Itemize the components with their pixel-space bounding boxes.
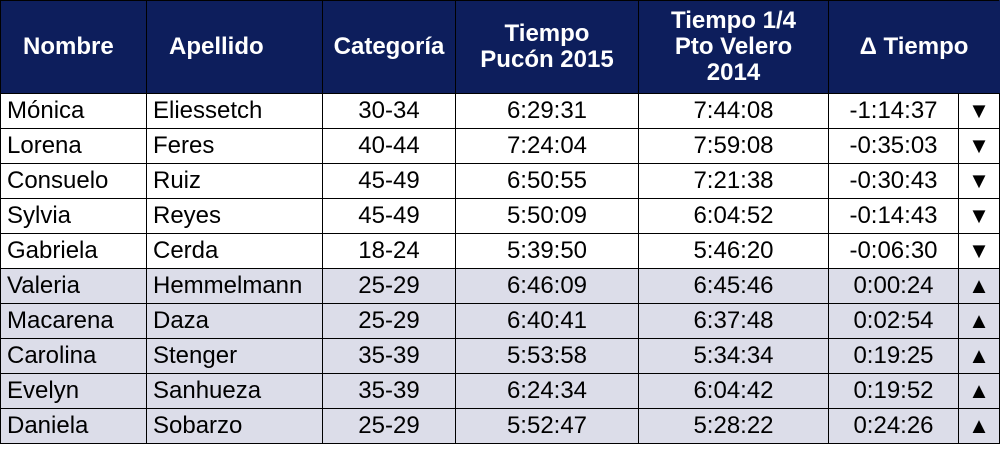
table-row (1, 234, 1000, 269)
cell-tiempo-velero: 5:34:34 (639, 339, 829, 374)
cell-categoria: 35-39 (323, 374, 456, 409)
triangle-up-icon: ▲ (959, 269, 1000, 304)
cell-categoria: 45-49 (323, 164, 456, 199)
cell-delta-tiempo: 0:19:52 (829, 374, 959, 409)
cell-tiempo-pucon: 6:46:09 (456, 269, 639, 304)
header-tiempo-pucon-line1: Tiempo (504, 20, 590, 47)
cell-nombre: Evelyn (1, 374, 147, 409)
cell-categoria: 30-34 (323, 94, 456, 129)
cell-categoria: 45-49 (323, 199, 456, 234)
cell-delta-tiempo: -0:06:30 (829, 234, 959, 269)
cell-tiempo-velero: 7:21:38 (639, 164, 829, 199)
table-row (1, 164, 1000, 199)
cell-delta-tiempo: -0:35:03 (829, 129, 959, 164)
cell-apellido: Cerda (147, 234, 323, 269)
table-row (1, 409, 1000, 444)
header-tiempo-velero-line1: Tiempo 1/4 (671, 7, 796, 34)
cell-nombre: Valeria (1, 269, 147, 304)
cell-tiempo-pucon: 5:39:50 (456, 234, 639, 269)
triangle-up-icon: ▲ (959, 374, 1000, 409)
header-tiempo-velero-line2: Pto Velero (674, 33, 793, 60)
cell-nombre: Macarena (1, 304, 147, 339)
cell-tiempo-velero: 6:04:52 (639, 199, 829, 234)
cell-nombre: Lorena (1, 129, 147, 164)
cell-tiempo-pucon: 5:52:47 (456, 409, 639, 444)
table-row (1, 304, 1000, 339)
cell-delta-tiempo: 0:19:25 (829, 339, 959, 374)
cell-tiempo-pucon: 6:40:41 (456, 304, 639, 339)
cell-delta-tiempo: -0:14:43 (829, 199, 959, 234)
triangle-down-icon: ▼ (959, 199, 1000, 234)
cell-tiempo-velero: 7:59:08 (639, 129, 829, 164)
triangle-down-icon: ▼ (959, 94, 1000, 129)
header-tiempo-velero (639, 1, 829, 94)
table-row (1, 269, 1000, 304)
cell-categoria: 35-39 (323, 339, 456, 374)
cell-nombre: Mónica (1, 94, 147, 129)
table-header (1, 1, 1000, 94)
cell-delta-tiempo: -1:14:37 (829, 94, 959, 129)
cell-apellido: Stenger (147, 339, 323, 374)
cell-apellido: Reyes (147, 199, 323, 234)
cell-delta-tiempo: 0:02:54 (829, 304, 959, 339)
header-categoria: Categoría (323, 1, 456, 94)
cell-nombre: Carolina (1, 339, 147, 374)
cell-tiempo-velero: 7:44:08 (639, 94, 829, 129)
header-nombre: Nombre (1, 1, 147, 94)
table-row (1, 94, 1000, 129)
cell-tiempo-velero: 5:28:22 (639, 409, 829, 444)
cell-tiempo-velero: 5:46:20 (639, 234, 829, 269)
triangle-up-icon: ▲ (959, 339, 1000, 374)
header-row (1, 1, 1000, 94)
cell-tiempo-pucon: 5:50:09 (456, 199, 639, 234)
cell-categoria: 25-29 (323, 304, 456, 339)
table-row (1, 374, 1000, 409)
cell-apellido: Sanhueza (147, 374, 323, 409)
cell-categoria: 25-29 (323, 269, 456, 304)
cell-tiempo-velero: 6:45:46 (639, 269, 829, 304)
header-apellido: Apellido (147, 1, 323, 94)
cell-tiempo-pucon: 6:24:34 (456, 374, 639, 409)
triangle-up-icon: ▲ (959, 409, 1000, 444)
cell-tiempo-pucon: 5:53:58 (456, 339, 639, 374)
cell-nombre: Daniela (1, 409, 147, 444)
triangle-down-icon: ▼ (959, 129, 1000, 164)
triangle-up-icon: ▲ (959, 304, 1000, 339)
table-body (1, 94, 1000, 444)
cell-apellido: Sobarzo (147, 409, 323, 444)
cell-nombre: Sylvia (1, 199, 147, 234)
cell-apellido: Eliessetch (147, 94, 323, 129)
cell-tiempo-velero: 6:04:42 (639, 374, 829, 409)
cell-tiempo-velero: 6:37:48 (639, 304, 829, 339)
table-row (1, 199, 1000, 234)
cell-categoria: 40-44 (323, 129, 456, 164)
cell-tiempo-pucon: 6:50:55 (456, 164, 639, 199)
cell-nombre: Gabriela (1, 234, 147, 269)
cell-nombre: Consuelo (1, 164, 147, 199)
header-tiempo-pucon (456, 1, 639, 94)
triangle-down-icon: ▼ (959, 164, 1000, 199)
cell-categoria: 25-29 (323, 409, 456, 444)
cell-apellido: Ruiz (147, 164, 323, 199)
cell-tiempo-pucon: 6:29:31 (456, 94, 639, 129)
cell-tiempo-pucon: 7:24:04 (456, 129, 639, 164)
cell-apellido: Feres (147, 129, 323, 164)
cell-apellido: Daza (147, 304, 323, 339)
cell-delta-tiempo: 0:00:24 (829, 269, 959, 304)
cell-categoria: 18-24 (323, 234, 456, 269)
cell-delta-tiempo: 0:24:26 (829, 409, 959, 444)
header-delta-tiempo: Δ Tiempo (829, 1, 1000, 94)
triangle-down-icon: ▼ (959, 234, 1000, 269)
header-tiempo-pucon-line2: Pucón 2015 (480, 46, 614, 73)
table-row (1, 339, 1000, 374)
cell-delta-tiempo: -0:30:43 (829, 164, 959, 199)
table-row (1, 129, 1000, 164)
header-tiempo-velero-line3: 2014 (706, 59, 761, 86)
cell-apellido: Hemmelmann (147, 269, 323, 304)
